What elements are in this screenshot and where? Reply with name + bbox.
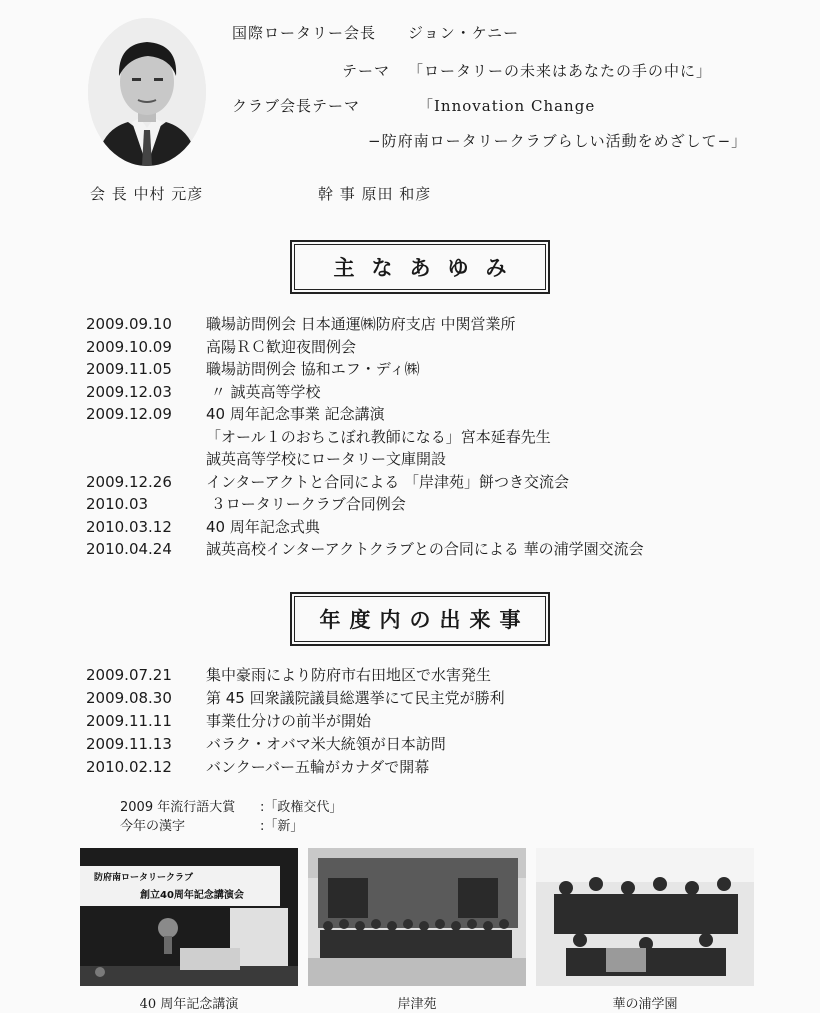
ri-president-label: 国際ロータリー会長 [232,24,377,42]
timeline-text: 職場訪問例会 協和エフ・ディ㈱ [206,360,420,378]
timeline-text: 40 周年記念式典 [206,517,320,536]
timeline-text: 集中豪雨により防府市右田地区で水害発生 [206,666,492,684]
timeline-date: 2009.12.26 [86,472,172,491]
timeline-row [86,403,385,425]
timeline-row [86,381,321,403]
timeline-date: 2009.10.09 [86,337,172,356]
timeline-row [86,756,429,778]
timeline-date: 2010.02.12 [86,758,172,776]
section-title-text: 年度内の出来事 [294,596,546,642]
timeline-text-continued: 「オール１のおちこぼれ教師になる」宮本延春先生 [206,427,551,446]
photo-kishitsuen [308,848,526,986]
timeline-date: 2009.11.13 [86,735,172,753]
timeline-date: 2009.08.30 [86,689,172,707]
timeline-text-continued: 誠英高等学校にロータリー文庫開設 [206,450,447,468]
timeline-date: 2009.11.11 [86,712,172,730]
timeline-row [86,516,320,538]
theme-text: 「ロータリーの未来はあなたの手の中に」 [408,62,713,80]
president-portrait [88,18,206,166]
timeline-text: 高陽ＲＣ歓迎夜間例会 [206,337,357,356]
timeline-date: 2010.03.12 [86,517,172,536]
kanji-value: :「新」 [260,819,304,834]
timeline-row [86,664,491,686]
lecture-banner-line1: 防府南ロータリークラブ [94,873,194,883]
photo-hananoura [536,848,754,986]
club-theme-line1: 「Innovation Change [418,97,596,115]
timeline-date: 2009.12.09 [86,405,172,423]
photo-caption-hananoura: 華の浦学園 [612,997,678,1012]
timeline-date: 2009.07.21 [86,666,172,684]
timeline-row [86,733,446,755]
timeline-row [86,358,420,380]
photo-caption-kishitsuen: 岸津苑 [397,997,437,1012]
timeline-row [86,493,406,515]
timeline-row [86,538,644,560]
timeline-text: バンクーバー五輪がカナダで開幕 [206,758,430,776]
timeline-text: 事業仕分けの前半が開始 [206,712,372,730]
timeline-date: 2009.11.05 [86,360,172,378]
timeline-text: 職場訪問例会 日本通運㈱防府支店 中関営業所 [206,315,516,333]
club-theme-label: クラブ会長テーマ [232,97,361,115]
theme-label: テーマ [342,62,391,80]
timeline-text: 第 45 回衆議院議員総選挙にて民主党が勝利 [206,689,505,707]
lecture-banner-line2: 創立40周年記念講演会 [140,890,244,901]
photo-caption-lecture: 40 周年記念講演 [139,997,239,1012]
section-title-history [290,240,550,294]
photo-lecture [80,848,298,986]
timeline-date: 2010.03 [86,495,149,513]
timeline-row [86,710,371,732]
buzzword-label: 2009 年流行語大賞 [120,800,236,815]
timeline-text: 誠英高校インターアクトクラブとの合同による 華の浦学園交流会 [206,540,644,558]
timeline-text: インターアクトと合同による 「岸津苑」餅つき交流会 [206,472,569,491]
timeline-text: 40 周年記念事業 記念講演 [206,405,385,423]
buzzword-value: :「政権交代」 [260,800,343,815]
kanji-label: 今年の漢字 [120,819,186,834]
timeline-row [86,471,569,493]
timeline-row [86,313,516,335]
president-name: 会 長 中村 元彦 [90,185,204,203]
secretary-name: 幹 事 原田 和彦 [318,185,432,203]
timeline-date: 2010.04.24 [86,540,172,558]
timeline-text: ３ロータリークラブ合同例会 [206,495,406,513]
timeline-date: 2009.12.03 [86,382,172,401]
ri-president-name: ジョン・ケニー [408,24,520,42]
section-title-text: 主なあゆみ [294,244,546,290]
timeline-row [86,687,505,709]
timeline-text: 〃 誠英高等学校 [206,382,321,401]
timeline-date: 2009.09.10 [86,315,172,333]
timeline-text: バラク・オバマ米大統領が日本訪問 [206,735,446,753]
club-theme-line2: −防府南ロータリークラブらしい活動をめざして−」 [368,132,748,150]
section-title-events [290,592,550,646]
timeline-row [86,336,356,358]
